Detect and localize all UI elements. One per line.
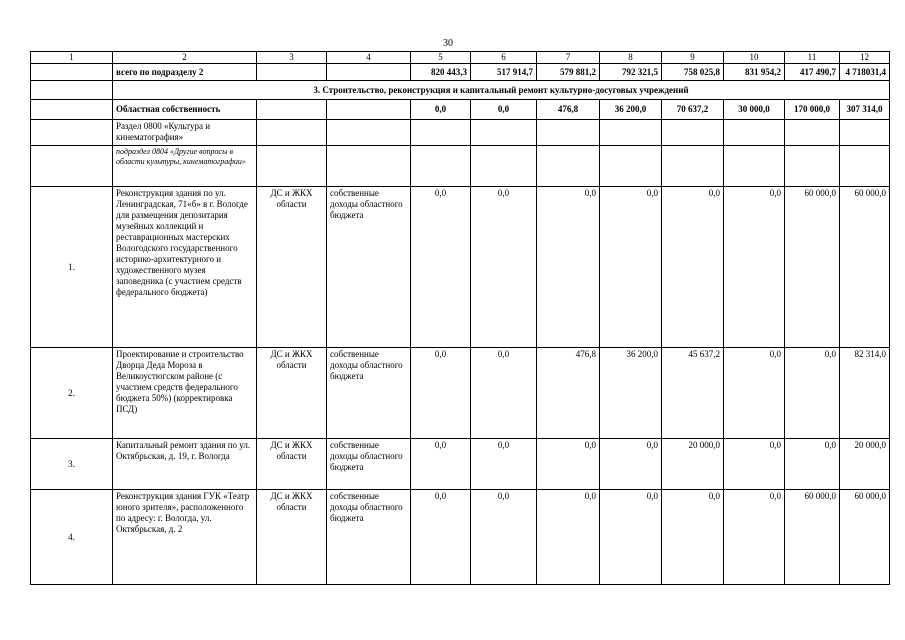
amount: 0,0 [411,439,471,490]
amount: 20 000,0 [840,439,890,490]
project-name: Реконструкция здания ГУК «Театр юного зрителя», расположенного по адресу: г. Вологда, ул. Октябрьская, д. 2 [113,490,257,585]
page-number: 30 [443,38,453,49]
empty-cell [785,146,840,187]
column-number: 10 [724,52,785,64]
empty-cell [537,120,600,146]
regional-label: Областная собственность [113,100,257,120]
empty-cell [327,100,411,120]
division-label: Раздел 0800 «Культура и кинематография» [113,120,257,146]
subtotal-value: 417 490,7 [785,64,840,81]
subtotal-value: 579 881,2 [537,64,600,81]
amount: 0,0 [471,187,537,348]
column-number: 8 [600,52,662,64]
regional-value: 170 000,0 [785,100,840,120]
amount: 0,0 [600,490,662,585]
column-number: 5 [411,52,471,64]
table-row [31,348,890,439]
amount: 0,0 [537,439,600,490]
funding-source: собственные доходы областного бюджета [327,348,411,439]
amount: 36 200,0 [600,348,662,439]
empty-cell [327,64,411,81]
funding-source: собственные доходы областного бюджета [327,187,411,348]
empty-cell [724,146,785,187]
regional-value: 70 637,2 [662,100,724,120]
amount: 0,0 [471,490,537,585]
division-row [31,120,890,146]
empty-cell [471,120,537,146]
amount: 82 314,0 [840,348,890,439]
funding-source: собственные доходы областного бюджета [327,490,411,585]
subtotal-value: 758 025,8 [662,64,724,81]
customer: ДС и ЖКХ области [257,187,327,348]
amount: 0,0 [662,490,724,585]
amount: 0,0 [724,490,785,585]
subtotal-label: всего по подразделу 2 [113,64,257,81]
regional-value: 307 314,0 [840,100,890,120]
empty-cell [411,146,471,187]
amount: 60 000,0 [785,490,840,585]
empty-cell [31,146,113,187]
regional-value: 0,0 [471,100,537,120]
regional-row [31,100,890,120]
amount: 0,0 [411,187,471,348]
amount: 0,0 [600,187,662,348]
column-number-row [31,52,890,64]
empty-cell [257,64,327,81]
amount: 20 000,0 [662,439,724,490]
table-body [31,52,890,585]
subdivision-label: подраздел 0804 «Другие вопросы в области культуры, кинематографии» [113,146,257,187]
empty-cell [600,120,662,146]
amount: 0,0 [411,348,471,439]
empty-cell [31,120,113,146]
amount: 0,0 [724,187,785,348]
project-name: Проектирование и строительство Дворца Деда Мороза в Великоустюгском районе (с участием средств федерального бюджета 50%) (корректировка ПСД) [113,348,257,439]
column-number: 12 [840,52,890,64]
amount: 0,0 [724,439,785,490]
empty-cell [327,120,411,146]
amount: 0,0 [537,187,600,348]
regional-value: 36 200,0 [600,100,662,120]
section-title-row [31,81,890,100]
project-name: Капитальный ремонт здания по ул. Октябрьская, д. 19, г. Вологда [113,439,257,490]
column-number: 1 [31,52,113,64]
project-name: Реконструкция здания по ул. Ленинградская, 71«б» в г. Вологде для размещения депозитария музейных коллекций и реставрационных мастерских Вологодского государственного историко-архитектурного и художественного музея заповедника (с участием средств федерального бюджета) [113,187,257,348]
customer: ДС и ЖКХ области [257,490,327,585]
empty-cell [257,146,327,187]
empty-cell [724,120,785,146]
amount: 60 000,0 [840,490,890,585]
column-number: 4 [327,52,411,64]
amount: 0,0 [724,348,785,439]
amount: 476,8 [537,348,600,439]
empty-cell [257,100,327,120]
empty-cell [600,146,662,187]
row-number: 1. [31,187,113,348]
column-number: 7 [537,52,600,64]
empty-cell [471,146,537,187]
empty-cell [662,146,724,187]
subtotal-value: 792 321,5 [600,64,662,81]
subtotal-row [31,64,890,81]
customer: ДС и ЖКХ области [257,348,327,439]
row-number: 3. [31,439,113,490]
column-number: 6 [471,52,537,64]
subdivision-row [31,146,890,187]
amount: 0,0 [785,348,840,439]
budget-table [30,51,890,585]
empty-cell [257,120,327,146]
amount: 0,0 [411,490,471,585]
subtotal-value: 820 443,3 [411,64,471,81]
amount: 0,0 [662,187,724,348]
amount: 0,0 [537,490,600,585]
amount: 0,0 [600,439,662,490]
column-number: 11 [785,52,840,64]
subtotal-value: 831 954,2 [724,64,785,81]
amount: 60 000,0 [785,187,840,348]
column-number: 3 [257,52,327,64]
column-number: 2 [113,52,257,64]
empty-cell [662,120,724,146]
empty-cell [840,120,890,146]
empty-cell [785,120,840,146]
empty-cell [840,146,890,187]
row-number: 4. [31,490,113,585]
empty-cell [537,146,600,187]
row-number: 2. [31,348,113,439]
column-number: 9 [662,52,724,64]
empty-cell [411,120,471,146]
amount: 0,0 [471,348,537,439]
empty-cell [31,81,113,100]
section-title: 3. Строительство, реконструкция и капитальный ремонт культурно-досуговых учреждений [113,81,890,100]
table-row [31,187,890,348]
table-row [31,439,890,490]
amount: 45 637,2 [662,348,724,439]
empty-cell [327,146,411,187]
amount: 0,0 [471,439,537,490]
customer: ДС и ЖКХ области [257,439,327,490]
empty-cell [31,64,113,81]
subtotal-value: 517 914,7 [471,64,537,81]
empty-cell [31,100,113,120]
table-row [31,490,890,585]
regional-value: 30 000,0 [724,100,785,120]
regional-value: 476,8 [537,100,600,120]
amount: 0,0 [785,439,840,490]
funding-source: собственные доходы областного бюджета [327,439,411,490]
amount: 60 000,0 [840,187,890,348]
subtotal-value: 4 718031,4 [840,64,890,81]
regional-value: 0,0 [411,100,471,120]
